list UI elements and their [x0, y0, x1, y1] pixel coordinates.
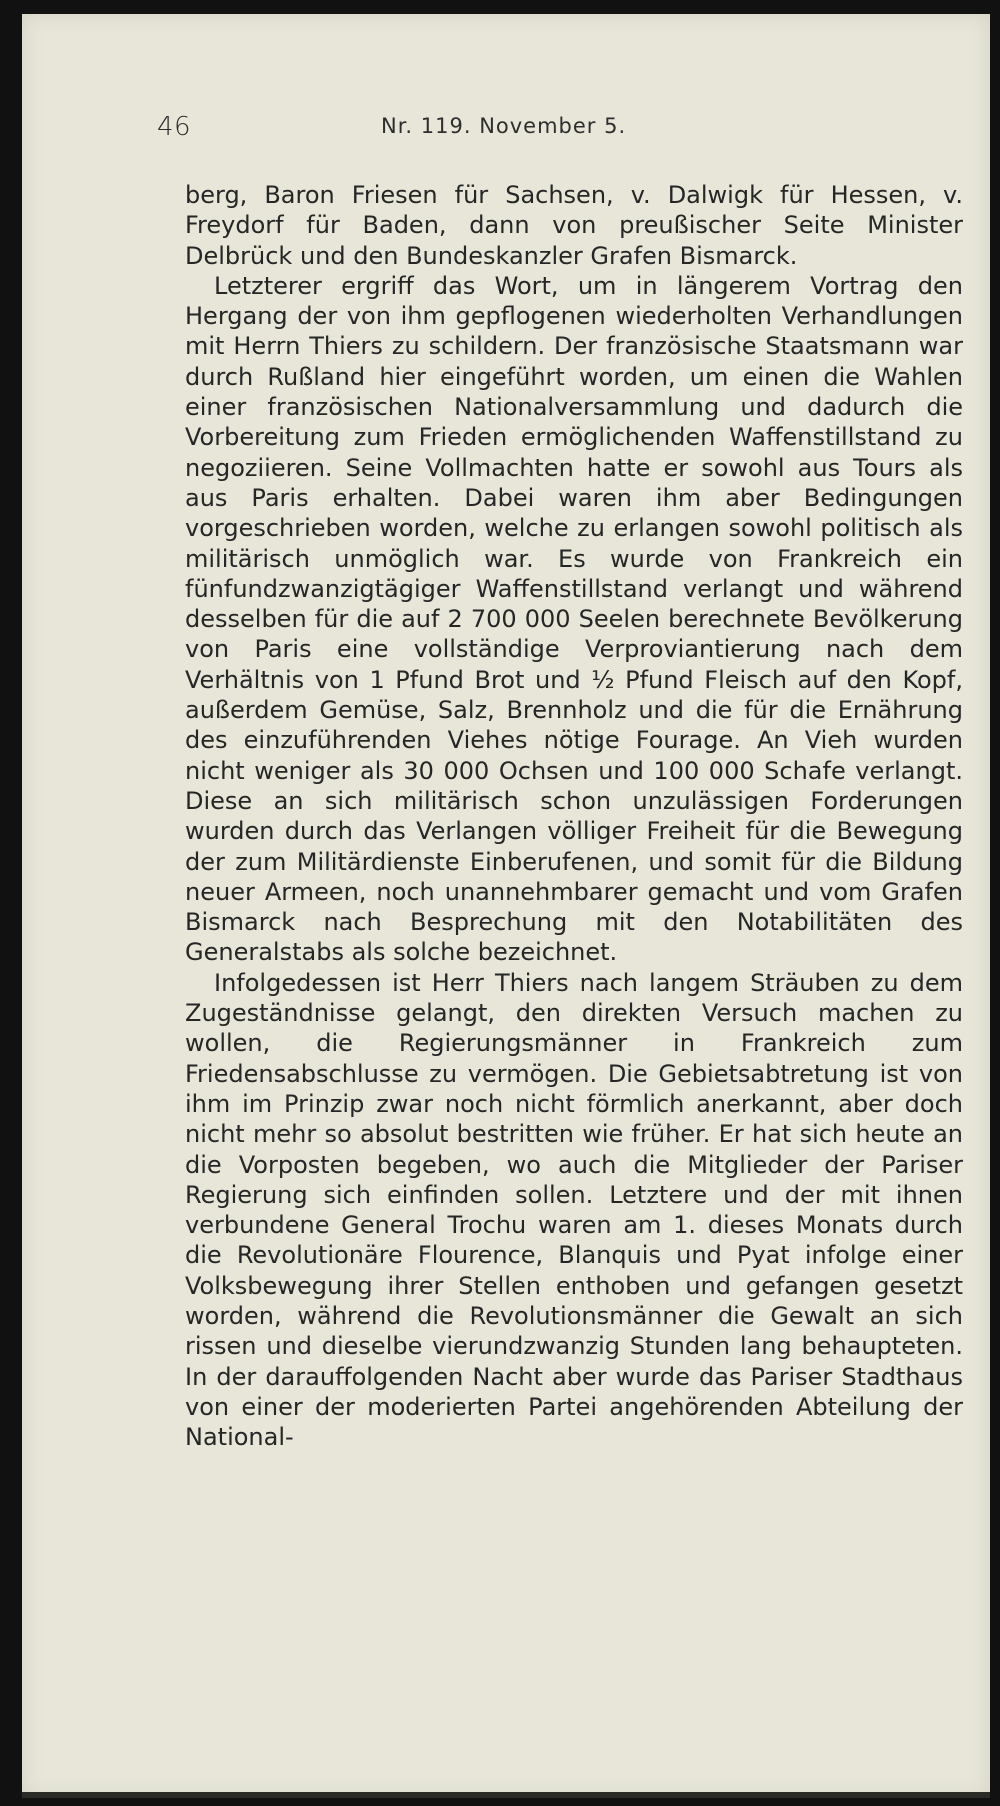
paragraph-3: Infolgedessen ist Herr Thiers nach langem Sträuben zu dem Zugeständnisse gelangt, den direkten Versuch machen zu wollen, die Regierungsmänner in Frankreich zum Friedensabschlusse zu vermögen. Die Gebietsabtretung ist von ihm im Prinzip zwar noch nicht förmlich anerkannt, aber doch nicht mehr so absolut bestritten wie früher. Er hat sich heute an die Vorposten begeben, wo auch die Mitglieder der Pariser Regierung sich einfinden sollen. Letztere und der mit ihnen verbundene General Trochu waren am 1. dieses Monats durch die Revolutionäre Flourence, Blanquis und Pyat infolge einer Volksbewegung ihrer Stellen enthoben und gefangen gesetzt worden, während die Revolutionsmänner die Gewalt an sich rissen und dieselbe vierundzwanzig Stunden lang behaupteten. In der darauffolgenden Nacht aber wurde das Pariser Stadthaus von einer der moderierten Partei angehörenden Abteilung der National- — [185, 968, 963, 1452]
paragraph-2: Letzterer ergriff das Wort, um in längerem Vortrag den Hergang der von ihm gepflogenen wiederholten Verhandlungen mit Herrn Thiers zu schildern. Der französische Staatsmann war durch Rußland hier eingeführt worden, um einen die Wahlen einer französischen Nationalversammlung und dadurch die Vorbereitung zum Frieden ermöglichenden Waffenstillstand zu negoziieren. Seine Vollmachten hatte er sowohl aus Tours als aus Paris erhalten. Dabei waren ihm aber Bedingungen vorgeschrieben worden, welche zu erlangen sowohl politisch als militärisch unmöglich war. Es wurde von Frankreich ein fünfundzwanzigtägiger Waffenstillstand verlangt und während desselben für die auf 2 700 000 Seelen berechnete Bevölkerung von Paris eine vollständige Verproviantierung nach dem Verhältnis von 1 Pfund Brot und ½ Pfund Fleisch auf den Kopf, außerdem Gemüse, Salz, Brennholz und die für die Ernährung des einzuführenden Viehes nötige Fourage. An Vieh wurden nicht weniger als 30 000 Ochsen und 100 000 Schafe verlangt. Diese an sich militärisch schon unzulässigen Forderungen wurden durch das Verlangen völliger Freiheit für die Bewegung der zum Militärdienste Einberufenen, und somit für die Bildung neuer Armeen, noch unannehmbarer gemacht und vom Grafen Bismarck nach Besprechung mit den Notabilitäten des Generalstabs als solche bezeichnet. — [185, 271, 963, 967]
running-head: Nr. 119. November 5. — [381, 114, 627, 138]
page-number: 46 — [157, 112, 192, 142]
paragraph-1: berg, Baron Friesen für Sachsen, v. Dalwigk für Hessen, v. Freydorf für Baden, dann von preußischer Seite Minister Delbrück und den Bundeskanzler Grafen Bismarck. — [185, 181, 963, 270]
page-bottom-edge — [22, 1792, 990, 1798]
page-header — [157, 112, 857, 152]
body-text — [185, 180, 963, 1452]
